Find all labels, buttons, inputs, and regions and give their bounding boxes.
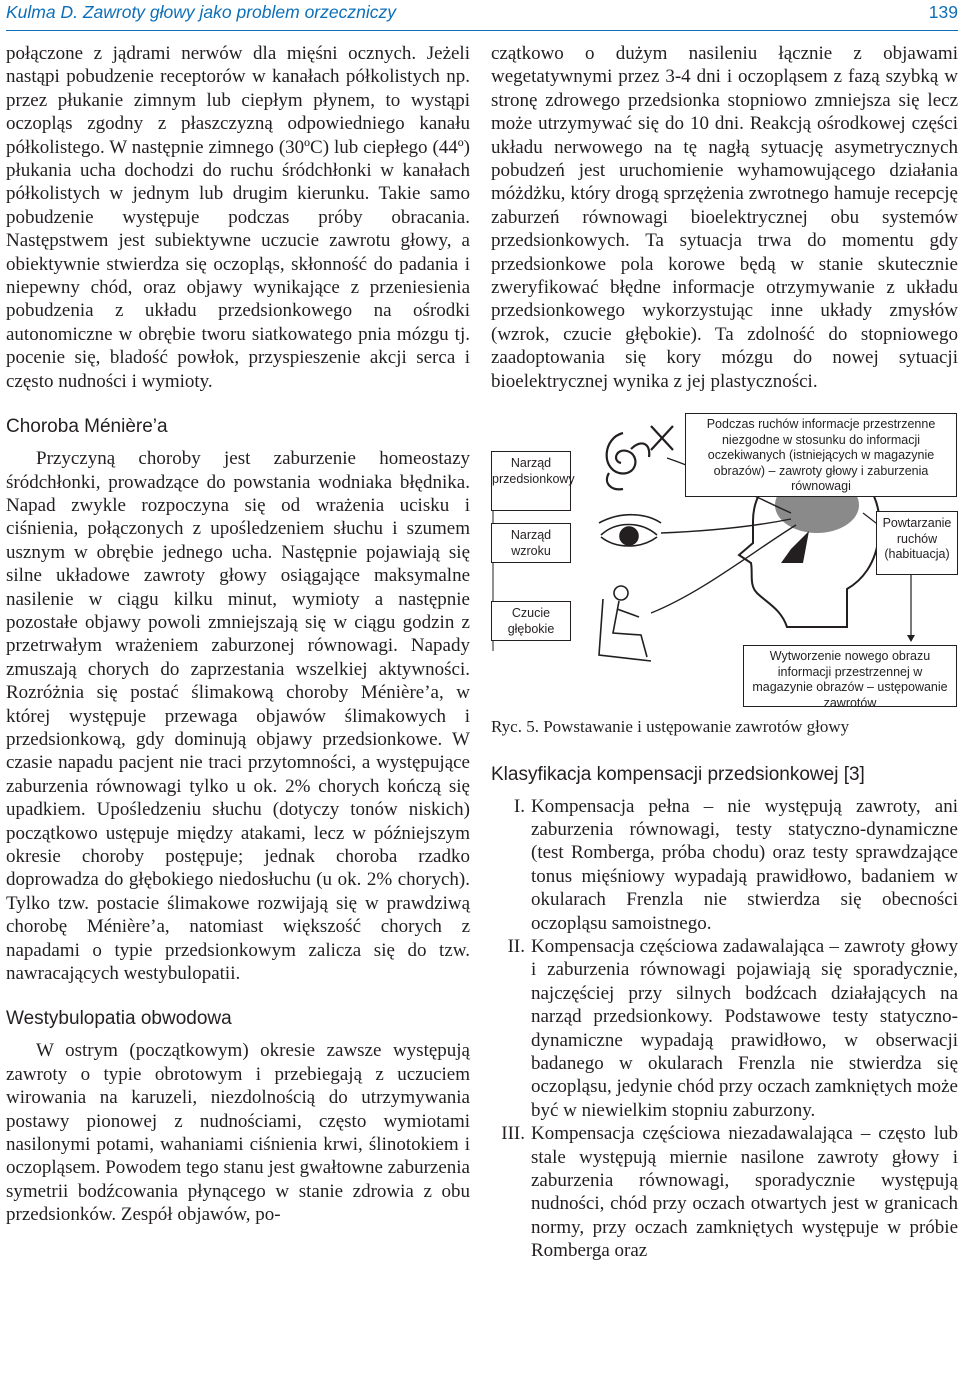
paragraph-peripheral-vestibulopathy: W ostrym (początkowym) okresie zawsze występują zawroty o typie obrotowym i przebiegają z uczuciem wirowania na karuzeli, niezdolnością do utrzymywania postawy pionowej z nudnościami, często wymiotami nasilonymi potami, wahaniami ciśnienia krwi, ślinotokiem i oczopląsem. Powodem tego stanu jest gwałtowne zaburzenia symetrii bodźcowania płynącego w stanie zdrowia z obu przedsionków. Zespół objawów, po- — [6, 1040, 470, 1226]
conflict-info-box: Podczas ruchów informacje przestrzenne niezgodne w stosunku do informacji oczekiwanych (istniejących w magazynie obrazów) – zawroty głowy i zaburzenia równowagi — [685, 413, 957, 497]
list-item — [491, 795, 958, 935]
page-number: 139 — [928, 2, 958, 22]
heading-meniere: Choroba Ménière’a — [6, 416, 168, 438]
list-item — [491, 1122, 958, 1262]
list-item-number: II. — [507, 935, 525, 957]
list-item — [491, 935, 958, 1122]
organ-vestibular-label: Narząd przedsionkowy — [491, 451, 571, 511]
new-image-box: Wytworzenie nowego obrazu informacji przestrzennej w magazynie obrazów – ustępowanie zawrotów — [743, 645, 957, 707]
left-column — [6, 42, 470, 1227]
figure-caption: Ryc. 5. Powstawanie i ustępowanie zawrotów głowy — [491, 717, 850, 737]
list-item-number: III. — [501, 1123, 525, 1145]
classification-list — [491, 795, 958, 1263]
running-header — [6, 0, 958, 31]
list-item-number: I. — [513, 795, 525, 817]
paragraph-meniere: Przyczyną choroby jest zaburzenie homeostazy śródchłonki, prowadzące do powstania wodniaka błędnika. Napad zwykle rozpoczyna się od wrażenia ucisku i ciśnienia, połączonych z upośledzeniem słuchu i szumem usznym w obrębie jednego ucha. Następnie pojawiają się silne układowe zawroty głowy osiągające maksymalne nasilenie w ciągu kilku minut, wymioty a następnie pozostałe objawy powoli zmniejszają się w ciągu godzin z przetrwałym wrażeniem zaburzonej równowagi. Napady zmuszają chorych do zaprzestania wszelkiej aktywności. Rozróżnia się postać ślimakową choroby Ménière’a, w której występuje przewaga objawów ślimakowych i przedsionkową, gdy dominują objawy przedsionkowe. W czasie napadu pacjent nie traci przytomności, a występujące zaburzenia równowagi tylko u ok. 2% chorych kończą się upadkiem. Upośledzeniu słuchu (dotyczy tonów niskich) początkowo ustępuje między atakami, lecz w późniejszym okresie choroby postępuje; jednak choroba rzadko doprowadza do głębokiego niedosłuchu (u ok. 2% chorych). Tylko tzw. postacie ślimakowe rozwijają się w prawdziwą chorobę Ménière’a, natomiast większość chorych z napadami o typie przedsionkowym zalicza się do tzw. nawracających westybulopatii. — [6, 448, 470, 985]
seated-person-icon — [599, 586, 651, 661]
list-item-text: Kompensacja częściowa niezadawalająca – często lub stale występują miernie nasilone zawroty głowy i zaburzenia równowagi, sporadycznie występują nudności, chód przy oczach otwartych jest w granicach normy, przy oczach zamkniętych występuje w próbie Romberga oraz — [531, 1123, 958, 1262]
habituation-box: Powtarzanie ruchów (habituacja) — [876, 511, 958, 575]
deep-sensation-label: Czucie głębokie — [491, 601, 571, 641]
heading-peripheral-vestibulopathy: Westybulopatia obwodowa — [6, 1008, 232, 1030]
paragraph-caloric-test: połączone z jądrami nerwów dla mięśni ocznych. Jeżeli nastąpi pobudzenie receptorów w kanałach półkolistych np. przez płukanie zimnym lub ciepłym płynem, to wystąpi oczopląs zgodny z płaszczyzną odpowiedniego kanału półkolistego. W następnie zimnego (30ºC) lub ciepłego (44º) płukania ucha dochodzi do ruchu śródchłonki w kanałach półkolistych w jednym lub drugim kierunku. Takie samo pobudzenie występuje podczas próby obracania. Następstwem jest subiektywne uczucie zawrotu głowy, a obiektywnie stwierdza się oczopląs, skłonność do padania i niepewny chód, oraz objawy wynikające z przeniesienia pobudzenia z układu przedsionkowego na ośrodki autonomiczne w obrębie tworu siatkowatego pnia mózgu tj. pocenie się, bladość powłok, przyspieszenie akcji serca i często nudności i wymioty. — [6, 43, 470, 392]
paragraph-compensation: czątkowo o dużym nasileniu łącznie z objawami wegetatywnymi przez 3-4 dni i oczopląsem z fazą szybką w stronę zdrowego przedsionka stopniowo zmniejsza się lecz może utrzymywać się do 10 dni. Reakcją ośrodkowej części układu nerwowego na tę nagłą sytuację asymetrycznych pobudzeń jest uruchomienie wyhamowującego działania móżdżku, który drogą sprzężenia zwrotnego hamuje recepcję zaburzeń równowagi bioelektrycznej obu systemów przedsionkowych. Ta sytuacja trwa do momentu gdy przedsionkowe pola korowe będą w stanie skutecznie zweryfikować błędne informacje otrzymywanie z układu przedsionkowego wykorzystując inne układy zmysłów (wzrok, czucie głębokie). Ta zdolność do stopniowego zaadoptowania się kory mózgu do nowej sytuacji bioelektrycznej wynika z jej plastyczności. — [491, 43, 958, 392]
heading-classification: Klasyfikacja kompensacji przedsionkowej [3] — [491, 763, 865, 785]
running-header-title: Kulma D. Zawroty głowy jako problem orzeczniczy — [6, 2, 396, 22]
x-mark-icon — [651, 426, 673, 450]
right-column — [491, 42, 958, 1263]
eye-icon — [599, 515, 661, 546]
organ-vision-label: Narząd wzroku — [491, 523, 571, 563]
figure-vertigo-diagram — [491, 413, 958, 709]
list-item-text: Kompensacja pełna – nie występują zawroty, ani zaburzenia równowagi, testy statyczno-dynamiczne (test Romberga, próba chodu) oraz testy sprawdzające tonus mięśniowy wypadają prawidłowo, badaniem w okularach Frenzla nie stwierdza się obecności oczopląsu samoistnego. — [531, 795, 958, 934]
list-item-text: Kompensacja częściowa zadawalająca – zawroty głowy i zaburzenia równowagi pojawiają się sporadycznie, najczęściej przy silnych bodźcach działających na narząd przedsionkowy. Podstawowe testy statyczno-dynamiczne wypadają prawidłowo, w obserwacji badanego w okularach Frenzla nie stwierdza się oczopląsu, jedynie chód przy oczach zamkniętych może być w niewielkim stopniu zaburzony. — [531, 935, 958, 1121]
labyrinth-icon — [607, 433, 650, 489]
